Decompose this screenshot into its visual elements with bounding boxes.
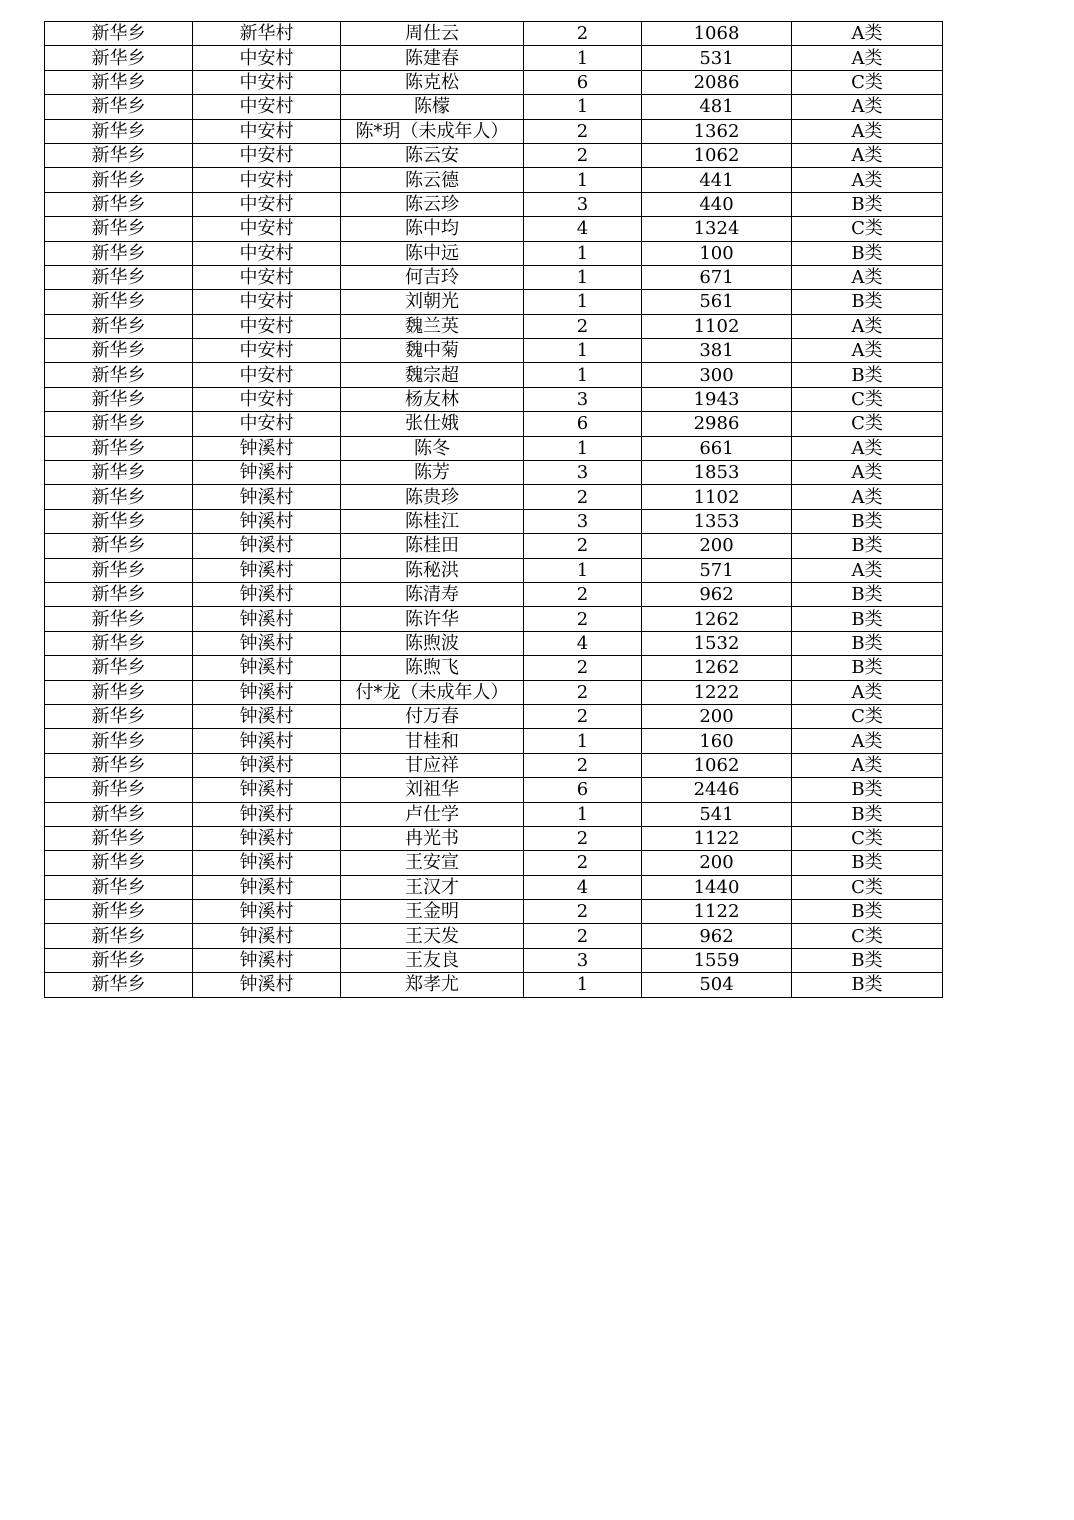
- village-cell: 中安村: [193, 192, 341, 216]
- category-cell: C类: [792, 924, 943, 948]
- name-cell: 王天发: [341, 924, 524, 948]
- household-count-cell: 1: [524, 436, 642, 460]
- household-count-cell: 2: [524, 656, 642, 680]
- village-cell: 新华村: [193, 22, 341, 46]
- name-cell: 陈许华: [341, 607, 524, 631]
- household-count-cell: 2: [524, 607, 642, 631]
- township-cell: 新华乡: [45, 314, 193, 338]
- amount-cell: 571: [642, 558, 792, 582]
- name-cell: 王金明: [341, 900, 524, 924]
- village-cell: 钟溪村: [193, 607, 341, 631]
- village-cell: 中安村: [193, 387, 341, 411]
- village-cell: 钟溪村: [193, 973, 341, 997]
- table-row: [45, 485, 943, 509]
- table-row: [45, 22, 943, 46]
- category-cell: A类: [792, 485, 943, 509]
- name-cell: 陈云安: [341, 143, 524, 167]
- table-row: [45, 729, 943, 753]
- household-count-cell: 3: [524, 192, 642, 216]
- household-count-cell: 2: [524, 704, 642, 728]
- table-row: [45, 119, 943, 143]
- table-row: [45, 265, 943, 289]
- name-cell: 陈桂田: [341, 534, 524, 558]
- name-cell: 陈檬: [341, 95, 524, 119]
- amount-cell: 200: [642, 704, 792, 728]
- village-cell: 中安村: [193, 265, 341, 289]
- name-cell: 陈芳: [341, 461, 524, 485]
- name-cell: 陈云珍: [341, 192, 524, 216]
- amount-cell: 2086: [642, 70, 792, 94]
- township-cell: 新华乡: [45, 339, 193, 363]
- household-count-cell: 3: [524, 948, 642, 972]
- category-cell: B类: [792, 656, 943, 680]
- household-count-cell: 1: [524, 241, 642, 265]
- amount-cell: 1559: [642, 948, 792, 972]
- name-cell: 何吉玲: [341, 265, 524, 289]
- household-count-cell: 1: [524, 363, 642, 387]
- household-count-cell: 1: [524, 729, 642, 753]
- township-cell: 新华乡: [45, 753, 193, 777]
- amount-cell: 1324: [642, 217, 792, 241]
- name-cell: 陈中远: [341, 241, 524, 265]
- amount-cell: 2446: [642, 778, 792, 802]
- amount-cell: 671: [642, 265, 792, 289]
- township-cell: 新华乡: [45, 802, 193, 826]
- amount-cell: 1362: [642, 119, 792, 143]
- township-cell: 新华乡: [45, 241, 193, 265]
- village-cell: 钟溪村: [193, 875, 341, 899]
- name-cell: 陈*玥（未成年人）: [341, 119, 524, 143]
- table-row: [45, 826, 943, 850]
- household-count-cell: 2: [524, 314, 642, 338]
- amount-cell: 661: [642, 436, 792, 460]
- village-cell: 钟溪村: [193, 436, 341, 460]
- category-cell: A类: [792, 339, 943, 363]
- household-count-cell: 1: [524, 290, 642, 314]
- category-cell: B类: [792, 363, 943, 387]
- township-cell: 新华乡: [45, 363, 193, 387]
- village-cell: 中安村: [193, 46, 341, 70]
- name-cell: 杨友林: [341, 387, 524, 411]
- township-cell: 新华乡: [45, 534, 193, 558]
- name-cell: 陈清寿: [341, 582, 524, 606]
- table-row: [45, 875, 943, 899]
- household-count-cell: 2: [524, 22, 642, 46]
- village-cell: 中安村: [193, 314, 341, 338]
- category-cell: B类: [792, 973, 943, 997]
- name-cell: 魏中菊: [341, 339, 524, 363]
- household-count-cell: 2: [524, 851, 642, 875]
- category-cell: A类: [792, 46, 943, 70]
- name-cell: 甘桂和: [341, 729, 524, 753]
- township-cell: 新华乡: [45, 948, 193, 972]
- household-count-cell: 3: [524, 387, 642, 411]
- household-count-cell: 4: [524, 631, 642, 655]
- amount-cell: 504: [642, 973, 792, 997]
- roster-table-body: [45, 22, 943, 998]
- table-row: [45, 534, 943, 558]
- household-count-cell: 2: [524, 119, 642, 143]
- township-cell: 新华乡: [45, 461, 193, 485]
- household-count-cell: 2: [524, 900, 642, 924]
- amount-cell: 1062: [642, 143, 792, 167]
- township-cell: 新华乡: [45, 436, 193, 460]
- category-cell: B类: [792, 509, 943, 533]
- name-cell: 陈贵珍: [341, 485, 524, 509]
- category-cell: A类: [792, 314, 943, 338]
- township-cell: 新华乡: [45, 656, 193, 680]
- table-row: [45, 46, 943, 70]
- village-cell: 钟溪村: [193, 558, 341, 582]
- village-cell: 钟溪村: [193, 704, 341, 728]
- township-cell: 新华乡: [45, 509, 193, 533]
- village-cell: 钟溪村: [193, 729, 341, 753]
- household-count-cell: 3: [524, 461, 642, 485]
- amount-cell: 100: [642, 241, 792, 265]
- amount-cell: 1102: [642, 485, 792, 509]
- township-cell: 新华乡: [45, 217, 193, 241]
- household-count-cell: 1: [524, 802, 642, 826]
- amount-cell: 481: [642, 95, 792, 119]
- category-cell: B类: [792, 948, 943, 972]
- category-cell: A类: [792, 680, 943, 704]
- category-cell: B类: [792, 534, 943, 558]
- category-cell: C类: [792, 704, 943, 728]
- name-cell: 甘应祥: [341, 753, 524, 777]
- table-row: [45, 656, 943, 680]
- village-cell: 钟溪村: [193, 656, 341, 680]
- roster-table: [44, 21, 943, 998]
- table-row: [45, 192, 943, 216]
- village-cell: 中安村: [193, 217, 341, 241]
- name-cell: 陈云德: [341, 168, 524, 192]
- table-row: [45, 948, 943, 972]
- household-count-cell: 4: [524, 875, 642, 899]
- name-cell: 王汉才: [341, 875, 524, 899]
- amount-cell: 1222: [642, 680, 792, 704]
- table-row: [45, 607, 943, 631]
- name-cell: 冉光书: [341, 826, 524, 850]
- township-cell: 新华乡: [45, 22, 193, 46]
- category-cell: A类: [792, 168, 943, 192]
- amount-cell: 2986: [642, 412, 792, 436]
- household-count-cell: 3: [524, 509, 642, 533]
- category-cell: B类: [792, 900, 943, 924]
- amount-cell: 1853: [642, 461, 792, 485]
- household-count-cell: 6: [524, 778, 642, 802]
- township-cell: 新华乡: [45, 265, 193, 289]
- category-cell: A类: [792, 461, 943, 485]
- village-cell: 钟溪村: [193, 534, 341, 558]
- name-cell: 陈中均: [341, 217, 524, 241]
- table-row: [45, 558, 943, 582]
- household-count-cell: 1: [524, 95, 642, 119]
- household-count-cell: 2: [524, 924, 642, 948]
- amount-cell: 1532: [642, 631, 792, 655]
- category-cell: B类: [792, 778, 943, 802]
- township-cell: 新华乡: [45, 290, 193, 314]
- name-cell: 魏兰英: [341, 314, 524, 338]
- township-cell: 新华乡: [45, 192, 193, 216]
- amount-cell: 381: [642, 339, 792, 363]
- table-row: [45, 509, 943, 533]
- village-cell: 中安村: [193, 241, 341, 265]
- table-row: [45, 704, 943, 728]
- name-cell: 王友良: [341, 948, 524, 972]
- name-cell: 王安宣: [341, 851, 524, 875]
- name-cell: 付万春: [341, 704, 524, 728]
- category-cell: A类: [792, 265, 943, 289]
- table-row: [45, 631, 943, 655]
- amount-cell: 441: [642, 168, 792, 192]
- amount-cell: 1122: [642, 900, 792, 924]
- table-row: [45, 290, 943, 314]
- name-cell: 卢仕学: [341, 802, 524, 826]
- township-cell: 新华乡: [45, 607, 193, 631]
- table-row: [45, 412, 943, 436]
- township-cell: 新华乡: [45, 582, 193, 606]
- category-cell: B类: [792, 607, 943, 631]
- category-cell: B类: [792, 290, 943, 314]
- table-row: [45, 143, 943, 167]
- amount-cell: 1068: [642, 22, 792, 46]
- household-count-cell: 2: [524, 485, 642, 509]
- township-cell: 新华乡: [45, 387, 193, 411]
- village-cell: 钟溪村: [193, 802, 341, 826]
- household-count-cell: 2: [524, 534, 642, 558]
- category-cell: B类: [792, 192, 943, 216]
- amount-cell: 200: [642, 851, 792, 875]
- amount-cell: 1102: [642, 314, 792, 338]
- category-cell: A类: [792, 729, 943, 753]
- village-cell: 钟溪村: [193, 582, 341, 606]
- name-cell: 陈秘洪: [341, 558, 524, 582]
- township-cell: 新华乡: [45, 143, 193, 167]
- name-cell: 郑孝尤: [341, 973, 524, 997]
- village-cell: 钟溪村: [193, 948, 341, 972]
- amount-cell: 440: [642, 192, 792, 216]
- category-cell: B类: [792, 851, 943, 875]
- township-cell: 新华乡: [45, 168, 193, 192]
- document-sheet: [44, 21, 943, 998]
- amount-cell: 200: [642, 534, 792, 558]
- table-row: [45, 363, 943, 387]
- household-count-cell: 2: [524, 582, 642, 606]
- household-count-cell: 2: [524, 143, 642, 167]
- village-cell: 中安村: [193, 119, 341, 143]
- table-row: [45, 95, 943, 119]
- household-count-cell: 1: [524, 339, 642, 363]
- name-cell: 刘朝光: [341, 290, 524, 314]
- household-count-cell: 6: [524, 70, 642, 94]
- household-count-cell: 2: [524, 680, 642, 704]
- table-row: [45, 339, 943, 363]
- village-cell: 钟溪村: [193, 851, 341, 875]
- village-cell: 钟溪村: [193, 900, 341, 924]
- category-cell: C类: [792, 875, 943, 899]
- table-row: [45, 680, 943, 704]
- category-cell: A类: [792, 22, 943, 46]
- township-cell: 新华乡: [45, 46, 193, 70]
- amount-cell: 531: [642, 46, 792, 70]
- amount-cell: 1440: [642, 875, 792, 899]
- category-cell: B类: [792, 241, 943, 265]
- village-cell: 钟溪村: [193, 485, 341, 509]
- name-cell: 陈煦飞: [341, 656, 524, 680]
- village-cell: 中安村: [193, 70, 341, 94]
- village-cell: 钟溪村: [193, 461, 341, 485]
- amount-cell: 300: [642, 363, 792, 387]
- table-row: [45, 436, 943, 460]
- household-count-cell: 1: [524, 168, 642, 192]
- township-cell: 新华乡: [45, 826, 193, 850]
- category-cell: A类: [792, 558, 943, 582]
- name-cell: 刘祖华: [341, 778, 524, 802]
- amount-cell: 1062: [642, 753, 792, 777]
- table-row: [45, 900, 943, 924]
- name-cell: 付*龙（未成年人）: [341, 680, 524, 704]
- table-row: [45, 582, 943, 606]
- table-row: [45, 851, 943, 875]
- township-cell: 新华乡: [45, 680, 193, 704]
- township-cell: 新华乡: [45, 729, 193, 753]
- amount-cell: 541: [642, 802, 792, 826]
- category-cell: C类: [792, 217, 943, 241]
- category-cell: A类: [792, 119, 943, 143]
- village-cell: 中安村: [193, 412, 341, 436]
- village-cell: 钟溪村: [193, 778, 341, 802]
- household-count-cell: 6: [524, 412, 642, 436]
- township-cell: 新华乡: [45, 924, 193, 948]
- table-row: [45, 802, 943, 826]
- township-cell: 新华乡: [45, 119, 193, 143]
- name-cell: 张仕娥: [341, 412, 524, 436]
- township-cell: 新华乡: [45, 875, 193, 899]
- table-row: [45, 314, 943, 338]
- name-cell: 陈冬: [341, 436, 524, 460]
- household-count-cell: 1: [524, 46, 642, 70]
- village-cell: 钟溪村: [193, 680, 341, 704]
- township-cell: 新华乡: [45, 485, 193, 509]
- name-cell: 陈煦波: [341, 631, 524, 655]
- township-cell: 新华乡: [45, 778, 193, 802]
- category-cell: C类: [792, 826, 943, 850]
- table-row: [45, 461, 943, 485]
- township-cell: 新华乡: [45, 412, 193, 436]
- village-cell: 中安村: [193, 95, 341, 119]
- household-count-cell: 1: [524, 265, 642, 289]
- village-cell: 中安村: [193, 339, 341, 363]
- category-cell: C类: [792, 387, 943, 411]
- village-cell: 钟溪村: [193, 509, 341, 533]
- table-row: [45, 973, 943, 997]
- village-cell: 钟溪村: [193, 826, 341, 850]
- name-cell: 陈建春: [341, 46, 524, 70]
- category-cell: C类: [792, 70, 943, 94]
- household-count-cell: 1: [524, 558, 642, 582]
- township-cell: 新华乡: [45, 95, 193, 119]
- township-cell: 新华乡: [45, 900, 193, 924]
- township-cell: 新华乡: [45, 704, 193, 728]
- amount-cell: 962: [642, 924, 792, 948]
- township-cell: 新华乡: [45, 558, 193, 582]
- township-cell: 新华乡: [45, 851, 193, 875]
- table-row: [45, 753, 943, 777]
- table-row: [45, 70, 943, 94]
- village-cell: 钟溪村: [193, 753, 341, 777]
- village-cell: 中安村: [193, 143, 341, 167]
- amount-cell: 1262: [642, 656, 792, 680]
- category-cell: B类: [792, 582, 943, 606]
- category-cell: B类: [792, 631, 943, 655]
- amount-cell: 1353: [642, 509, 792, 533]
- household-count-cell: 1: [524, 973, 642, 997]
- household-count-cell: 4: [524, 217, 642, 241]
- township-cell: 新华乡: [45, 70, 193, 94]
- table-row: [45, 778, 943, 802]
- category-cell: A类: [792, 143, 943, 167]
- category-cell: B类: [792, 802, 943, 826]
- name-cell: 魏宗超: [341, 363, 524, 387]
- village-cell: 中安村: [193, 363, 341, 387]
- township-cell: 新华乡: [45, 973, 193, 997]
- village-cell: 钟溪村: [193, 924, 341, 948]
- category-cell: A类: [792, 95, 943, 119]
- category-cell: A类: [792, 436, 943, 460]
- table-row: [45, 241, 943, 265]
- amount-cell: 1943: [642, 387, 792, 411]
- name-cell: 周仕云: [341, 22, 524, 46]
- table-row: [45, 217, 943, 241]
- table-row: [45, 387, 943, 411]
- name-cell: 陈桂江: [341, 509, 524, 533]
- township-cell: 新华乡: [45, 631, 193, 655]
- village-cell: 中安村: [193, 168, 341, 192]
- table-row: [45, 168, 943, 192]
- household-count-cell: 2: [524, 826, 642, 850]
- amount-cell: 1122: [642, 826, 792, 850]
- amount-cell: 160: [642, 729, 792, 753]
- amount-cell: 561: [642, 290, 792, 314]
- amount-cell: 962: [642, 582, 792, 606]
- table-row: [45, 924, 943, 948]
- village-cell: 钟溪村: [193, 631, 341, 655]
- name-cell: 陈克松: [341, 70, 524, 94]
- village-cell: 中安村: [193, 290, 341, 314]
- category-cell: C类: [792, 412, 943, 436]
- category-cell: A类: [792, 753, 943, 777]
- household-count-cell: 2: [524, 753, 642, 777]
- amount-cell: 1262: [642, 607, 792, 631]
